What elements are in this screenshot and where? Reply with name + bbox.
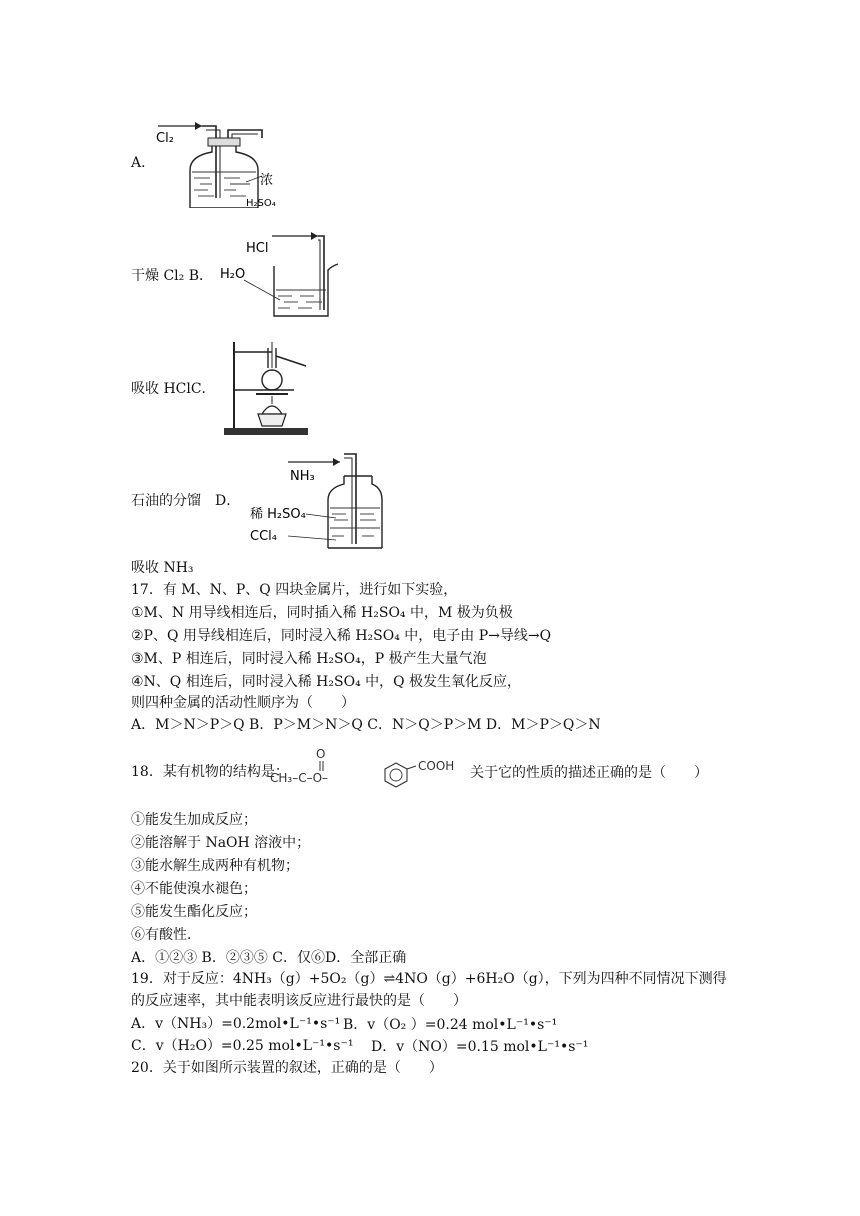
option-b-caption: 干燥 Cl₂ B． [131,268,213,284]
q17-stem: 17．有 M、N、P、Q 四块金属片，进行如下实验， [131,582,458,598]
liquid-label-1: 稀 H₂SO₄ [250,507,306,522]
q17-question: 则四种金属的活动性顺序为（ ） [131,695,355,711]
liquid-label: H₂O [220,267,246,282]
q17-item: ②P、Q 用导线相连后，同时浸入稀 H₂SO₄ 中，电子由 P→导线→Q [131,628,552,644]
gas-label: HCl [246,241,269,256]
option-d-caption-end: 吸收 NH₃ [131,560,194,576]
carbonyl-oxygen: O [316,747,326,761]
q18-item: ③能水解生成两种有机物； [131,858,299,874]
nh3-absorption-figure [248,450,388,550]
q18-stem-end: 关于它的性质的描述正确的是（ ） [470,765,708,781]
q18-item: ⑥有酸性． [131,927,201,943]
liquid-label-2: CCl₄ [250,529,277,544]
q18-options: A．①②③ B．②③⑤ C．仅⑥D．全部正确 [131,950,407,966]
beaker-figure [214,226,344,321]
option-a-label: A． [131,155,156,171]
carboxyl-group: COOH [418,759,455,773]
q17-item: ①M、N 用导线相连后，同时插入稀 H₂SO₄ 中，M 极为负极 [131,605,513,621]
q18-stem-start: 18．某有机物的结构是： [131,764,289,780]
ester-left: CH₃–C–O– [270,771,329,785]
q17-item: ④N、Q 相连后，同时浸入稀 H₂SO₄ 中，Q 极发生氧化反应， [131,674,522,690]
q17-options: A．M＞N＞P＞Q B．P＞M＞N＞Q C．N＞Q＞P＞M D．M＞P＞Q＞N [131,717,601,733]
option-d-caption: 石油的分馏 D． [131,493,241,509]
structure-formula [268,744,470,790]
q19-option-a: A．v（NH₃）=0.2mol•L⁻¹•s⁻¹ [131,1016,341,1032]
q18-item: ⑤能发生酯化反应； [131,904,257,920]
distillation-figure [222,338,312,438]
q19-stem-line1: 19．对于反应：4NH₃（g）+5O₂（g）⇌4NO（g）+6H₂O（g），下列为四种不同情况下测得 [131,971,727,987]
liquid-label: 浓 [260,173,274,188]
q19-option-b: B．v（O₂ ）=0.24 mol•L⁻¹•s⁻¹ [343,1017,558,1033]
gas-label: NH₃ [290,469,315,484]
q18-item: ①能发生加成反应； [131,812,257,828]
q19-option-d: D．v（NO）=0.15 mol•L⁻¹•s⁻¹ [371,1039,589,1055]
q18-item: ④不能使溴水褪色； [131,881,257,897]
gas-washing-bottle-figure [150,112,280,208]
option-c-caption: 吸收 HClC． [131,381,216,397]
q19-stem-line2: 的反应速率，其中能表明该反应进行最快的是（ ） [131,993,467,1009]
liquid-label-2: H₂SO₄ [246,198,276,208]
q18-item: ②能溶解于 NaOH 溶液中； [131,835,311,851]
q17-item: ③M、P 相连后，同时浸入稀 H₂SO₄，P 极产生大量气泡 [131,651,487,667]
q19-option-c: C．v（H₂O）=0.25 mol•L⁻¹•s⁻¹ [131,1038,354,1054]
q20-stem: 20．关于如图所示装置的叙述，正确的是（ ） [131,1060,443,1076]
gas-label: Cl₂ [156,131,174,146]
